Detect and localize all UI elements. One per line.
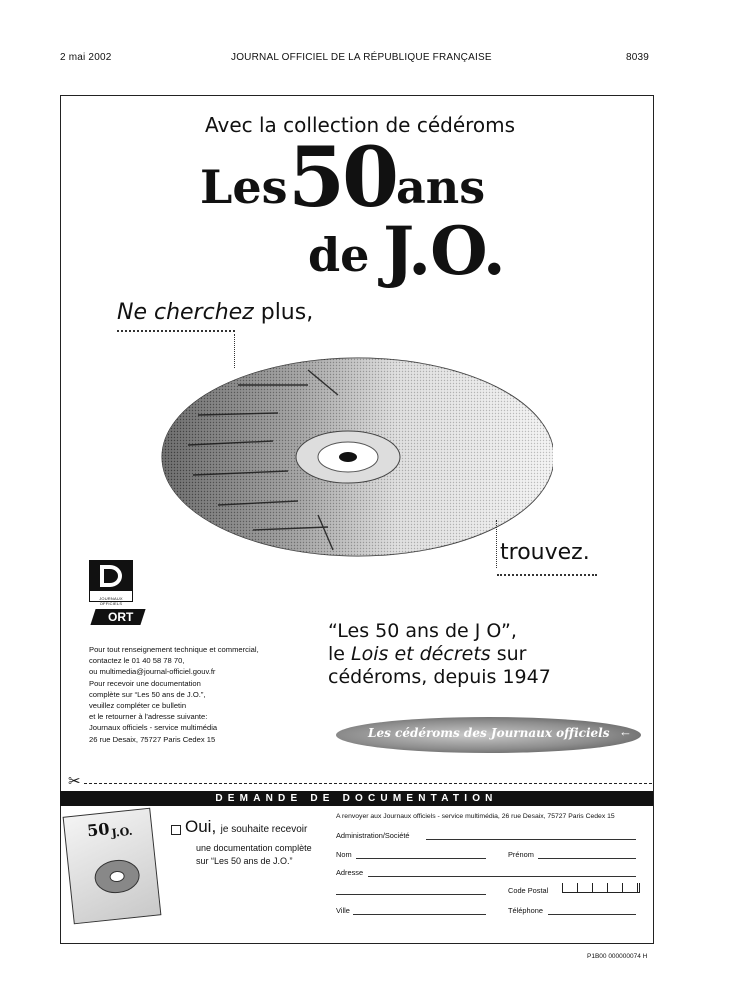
cd-rom-illustration xyxy=(158,355,553,560)
intro-text: Avec la collection de cédéroms xyxy=(205,113,516,137)
arrow-left-icon: ← xyxy=(619,724,632,739)
support-label: ORT xyxy=(108,610,134,624)
title-jo: J.O. xyxy=(383,212,505,290)
logo-emblem-icon xyxy=(90,561,132,591)
contact-line: veuillez compléter ce bulletin xyxy=(89,701,187,711)
contact-line: ou multimedia@journal-officiel.gouv.fr xyxy=(89,667,216,677)
contact-line: Pour recevoir une documentation xyxy=(89,678,201,688)
quote-line-2 xyxy=(328,643,551,666)
contact-line: contactez le 01 40 58 78 70, xyxy=(89,656,185,666)
contact-line: et le retourner à l'adresse suivante: xyxy=(89,712,208,722)
adresse-label: Adresse xyxy=(336,868,364,877)
form-banner: DEMANDE DE DOCUMENTATION xyxy=(60,791,653,806)
tagline-dotted-rule xyxy=(117,330,235,332)
title-les: Les xyxy=(200,160,288,214)
ville-input[interactable] xyxy=(353,906,486,915)
quote-line-2-pre: le xyxy=(328,643,345,665)
title-ans: ans xyxy=(396,160,486,214)
code-postal-label: Code Postal xyxy=(508,886,549,895)
company-input[interactable] xyxy=(426,831,636,840)
prenom-label: Prénom xyxy=(508,850,534,859)
oui-line-3: sur “Les 50 ans de J.O.” xyxy=(196,856,293,866)
oui-label: Oui, xyxy=(185,817,217,836)
cd-box-jo: J.O. xyxy=(110,824,134,840)
contact-line: Journaux officiels - service multimédia xyxy=(89,723,218,733)
cederoms-pill-text: Les cédéroms des Journaux officiels xyxy=(368,726,610,740)
tagline-rest: plus, xyxy=(260,300,314,325)
footer-reference: P1B00 000000074 H xyxy=(587,953,648,960)
contact-line: 26 rue Desaix, 75727 Paris Cedex 15 xyxy=(89,734,216,744)
quote-line-2-italic: Lois et décrets xyxy=(351,643,491,665)
oui-block xyxy=(185,817,307,837)
cut-line xyxy=(84,783,652,784)
header-page-number: 8039 xyxy=(626,52,650,63)
tagline-end-dotted-rule xyxy=(497,574,597,576)
contact-info xyxy=(89,644,259,745)
title-number: 50 xyxy=(288,130,397,226)
oui-line-2: une documentation complète xyxy=(196,843,312,853)
contact-line: complète sur “Les 50 ans de J.O.”, xyxy=(89,689,206,699)
header-date: 2 mai 2002 xyxy=(60,52,112,63)
contact-line: Pour tout renseignement technique et commercial, xyxy=(89,645,259,654)
ville-label: Ville xyxy=(336,906,350,915)
adresse-input[interactable] xyxy=(368,868,636,877)
prenom-input[interactable] xyxy=(538,850,636,859)
quote-block xyxy=(328,620,551,689)
nom-label: Nom xyxy=(336,850,352,859)
journaux-officiels-logo xyxy=(89,560,133,606)
tagline-end-drop xyxy=(496,520,497,568)
company-label: Administration/Société xyxy=(336,831,410,840)
telephone-label: Téléphone xyxy=(508,906,543,915)
tagline-italic: Ne cherchez xyxy=(117,300,254,325)
quote-line-3: cédéroms, depuis 1947 xyxy=(328,666,551,688)
return-address: A renvoyer aux Journaux officiels - service multimédia, 26 rue Desaix, 75727 Paris Cedex 15 xyxy=(336,813,615,820)
tagline-start xyxy=(117,300,313,325)
quote-line-1: “Les 50 ans de J O”, xyxy=(328,620,517,642)
header-journal-title: JOURNAL OFFICIEL DE LA RÉPUBLIQUE FRANÇAISE xyxy=(231,52,492,63)
title-de: de xyxy=(308,228,370,282)
oui-rest: je souhaite recevoir xyxy=(220,824,308,835)
telephone-input[interactable] xyxy=(548,906,636,915)
nom-input[interactable] xyxy=(356,850,486,859)
cd-disc-icon xyxy=(92,856,142,897)
scissors-icon: ✂ xyxy=(68,773,81,790)
code-postal-input[interactable] xyxy=(562,883,640,893)
quote-line-2-post: sur xyxy=(496,643,527,665)
cd-box-number: 50 xyxy=(86,819,111,841)
logo-text: JOURNAUX OFFICIELS xyxy=(99,596,123,606)
cd-box-thumbnail xyxy=(63,808,162,925)
adresse-input-line-2[interactable] xyxy=(336,886,486,895)
tagline-end: trouvez. xyxy=(500,540,590,565)
oui-checkbox[interactable] xyxy=(171,825,181,835)
